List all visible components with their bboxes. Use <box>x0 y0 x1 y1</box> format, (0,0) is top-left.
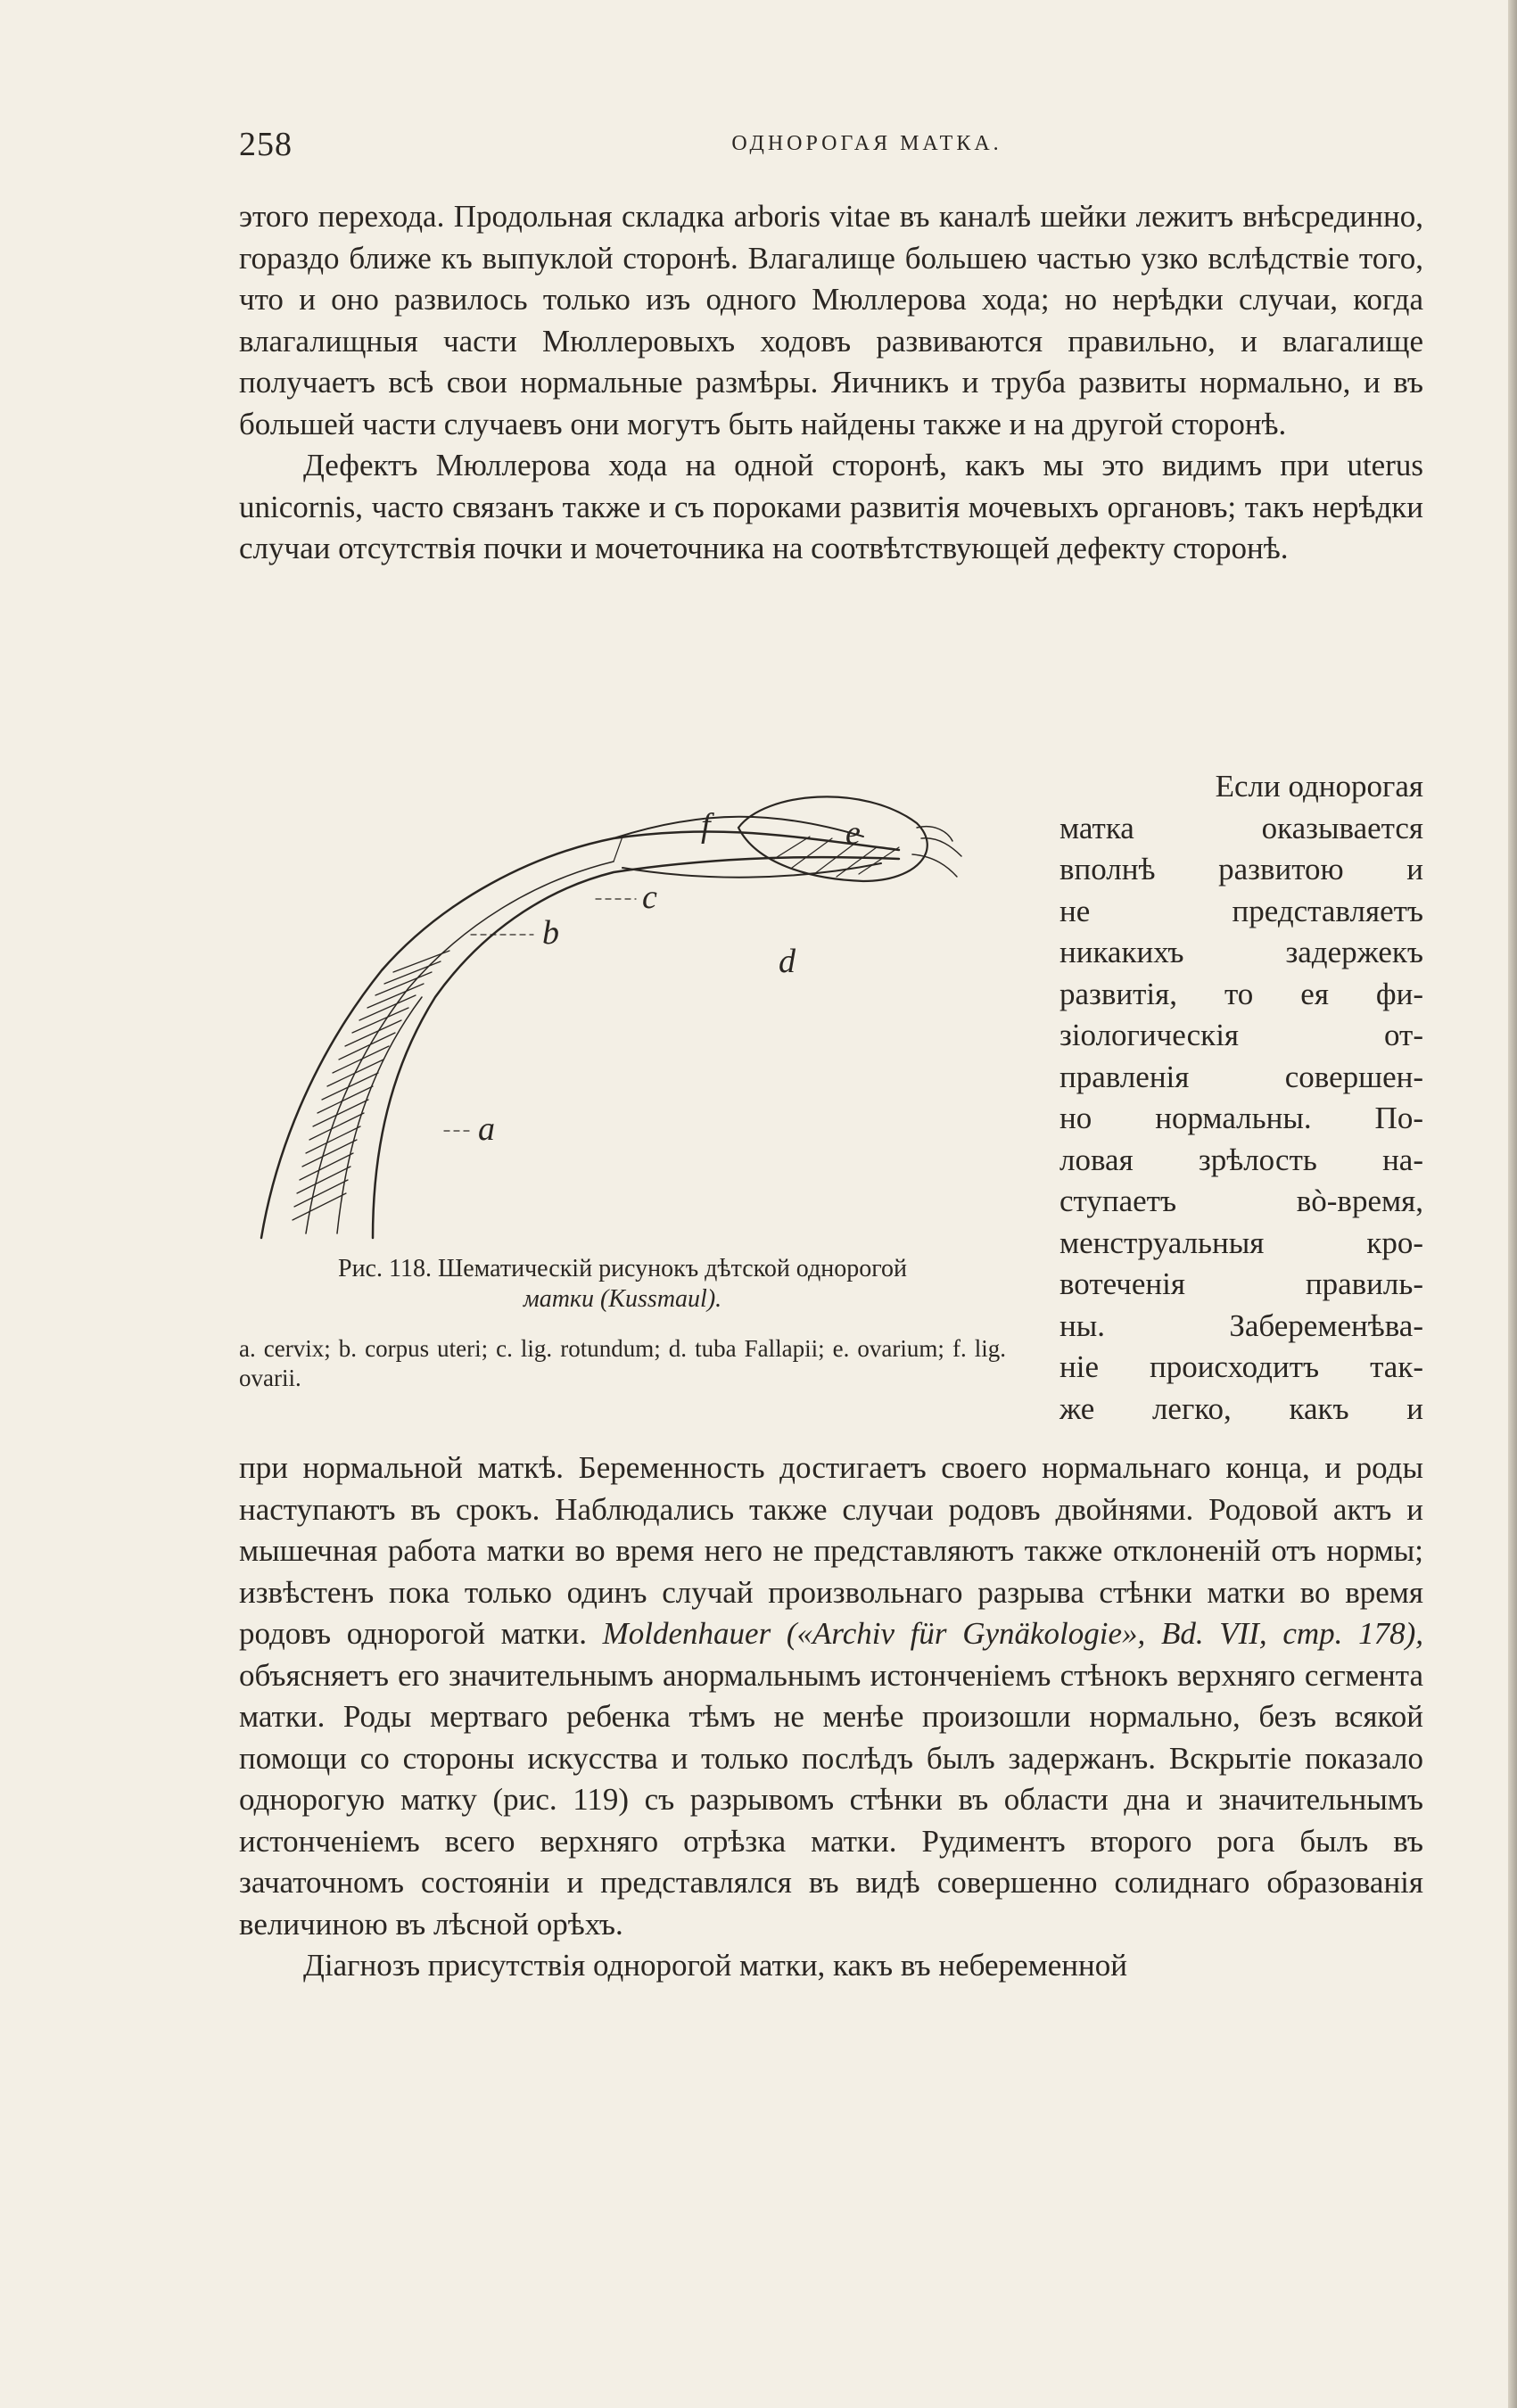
side-line: развитія, то ея фи- <box>1059 976 1423 1011</box>
side-line: ступаетъ вò-время, <box>1059 1183 1423 1218</box>
side-line: ны. Забеременѣва- <box>1059 1307 1423 1343</box>
uterus-illustration <box>239 774 1024 1247</box>
side-line: менструальныя кро- <box>1059 1225 1423 1260</box>
text-block-top <box>239 196 1423 570</box>
label-c: c <box>642 878 657 916</box>
label-a: a <box>478 1110 495 1148</box>
side-line: вполнѣ развитою и <box>1059 852 1423 887</box>
page-header <box>239 125 1423 169</box>
paragraph-4: Діагнозъ присутствія однорогой матки, какъ въ небеременной <box>303 1948 1127 1983</box>
paragraph-3-side <box>1059 766 1423 1430</box>
side-line: же легко, какъ и <box>1059 1390 1423 1426</box>
side-line: но нормальны. По- <box>1059 1101 1423 1135</box>
page-number: 258 <box>239 126 293 163</box>
paragraph-3-text-a: при нормальной маткѣ. Беременность достигаетъ своего нормальнаго конца, и роды наступаютъ въ срокъ. Наблюдались также случаи родовъ двойнями. Родовой актъ и мышечная работа матки во время него не представляютъ также отклоненій отъ нормы; извѣстенъ пока только одинъ случай произвольнаго разрыва стѣнки матки во время родовъ однорогой матки. <box>239 1450 1423 1651</box>
figure-caption <box>239 1254 1006 1315</box>
side-line: матка оказывается <box>1059 810 1423 845</box>
side-line: ніе происходитъ так- <box>1059 1349 1423 1384</box>
running-title: ОДНОРОГАЯ МАТКА. <box>731 132 1002 155</box>
paragraph-3-continued <box>239 1447 1423 1945</box>
page-edge <box>1508 0 1517 2408</box>
figure-legend: a. cervix; b. corpus uteri; c. lig. rotundum; d. tuba Fallapii; e. ovarium; f. lig. ovarii. <box>239 1335 1006 1391</box>
label-b: b <box>542 914 559 952</box>
paragraph-2: Дефектъ Мюллерова хода на одной сторонѣ, какъ мы это видимъ при uterus unicornis, часто связанъ также и съ пороками развитія мочевыхъ органовъ; такъ нерѣдки случаи отсутствія почки и мочеточника на соотвѣтствующей дефекту сторонѣ. <box>239 448 1423 565</box>
side-line: правленія совершен- <box>1059 1059 1423 1094</box>
side-line: ловая зрѣлость на- <box>1059 1142 1423 1177</box>
side-column <box>1059 766 1423 1430</box>
citation: Moldenhauer («Archiv für Gynäkologie», Bd. VII, стр. 178), <box>602 1616 1423 1651</box>
side-line: Если однорогая <box>1215 769 1423 804</box>
label-f: f <box>701 807 711 845</box>
label-e: e <box>845 814 861 852</box>
paragraph-3-text-b: объясняетъ его значительнымъ анормальнымъ истонченіемъ стѣнокъ верхняго сегмента матки. Роды мертваго ребенка тѣмъ не менѣе произошли нормально, безъ всякой помощи со стороны искусства и только послѣдъ былъ задержанъ. Вскрытіе показало однорогую матку (рис. 119) съ разрывомъ стѣнки въ области дна и значительнымъ истонченіемъ всего верхняго отрѣзка матки. Рудиментъ второго рога былъ въ зачаточномъ состояніи и представлялся въ видѣ совершенно солиднаго образованія величиною въ лѣсной орѣхъ. <box>239 1657 1423 1942</box>
side-line: никакихъ задержекъ <box>1059 935 1423 969</box>
figure-caption-line-2: матки (Kussmaul). <box>523 1285 722 1313</box>
side-line: вотеченія правиль- <box>1059 1266 1423 1301</box>
paragraph-1: этого перехода. Продольная складка arbоris vitae въ каналѣ шейки лежитъ внѣсрединно, гораздо ближе къ выпуклой сторонѣ. Влагалище большею частью узко вслѣдствіе того, что и оно развилось только изъ одного Мюллерова хода; но нерѣдки случаи, когда влагалищныя части Мюллеровыхъ ходовъ развиваются правильно, и влагалище получаетъ всѣ свои нормальные размѣры. Яичникъ и труба развиты нормально, и въ большей части случаевъ они могутъ быть найдены также и на другой сторонѣ. <box>239 199 1423 441</box>
figure-caption-line-1: Рис. 118. Шематическій рисунокъ дѣтской однорогой <box>338 1255 907 1282</box>
label-d: d <box>779 943 796 980</box>
side-line: зіологическія от- <box>1059 1018 1423 1052</box>
text-block-bottom <box>239 1447 1423 1987</box>
side-line: не представляетъ <box>1059 893 1423 928</box>
figure-118 <box>239 774 1024 1425</box>
